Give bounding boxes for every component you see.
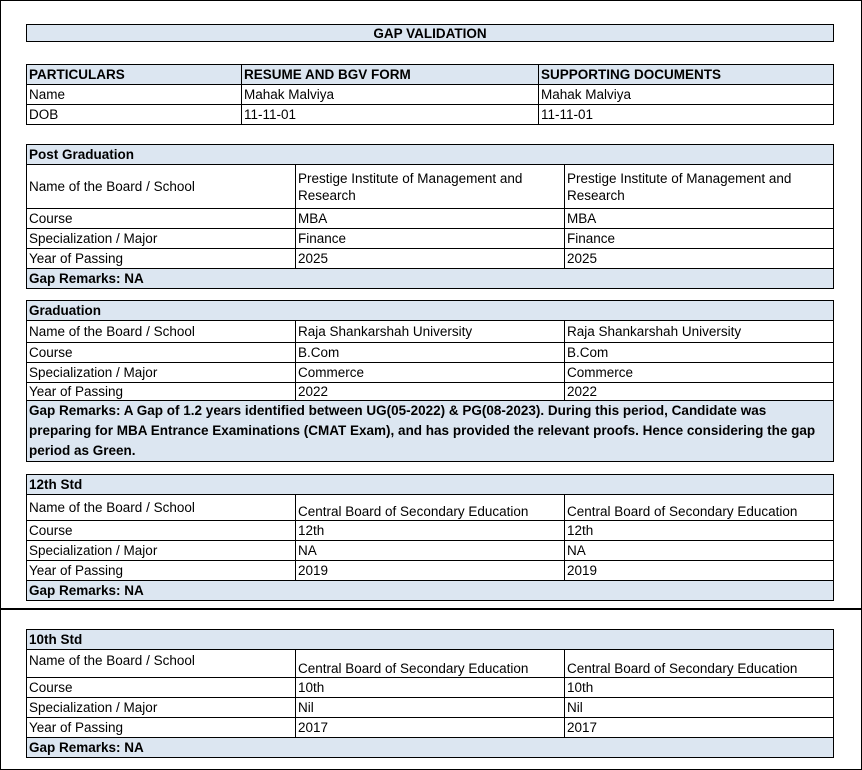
row-resume: Commerce (296, 363, 565, 383)
row-resume: 12th (296, 521, 565, 541)
row-resume: MBA (296, 209, 565, 229)
section-header-row (27, 301, 834, 321)
row-resume: 10th (296, 678, 565, 698)
row-label: DOB (27, 105, 242, 125)
table-row (27, 209, 834, 229)
row-resume: 2025 (296, 249, 565, 269)
section-table (26, 474, 834, 601)
table-row (27, 561, 834, 581)
row-resume: 2019 (296, 561, 565, 581)
table-row (27, 521, 834, 541)
table-row (27, 363, 834, 383)
page-divider (0, 608, 862, 610)
gap-remarks: Gap Remarks: NA (27, 581, 834, 601)
row-resume: Finance (296, 229, 565, 249)
row-label: Specialization / Major (27, 363, 296, 383)
row-docs: Raja Shankarshah University (565, 321, 834, 343)
row-docs: 2019 (565, 561, 834, 581)
table-row (27, 678, 834, 698)
row-label: Name of the Board / School (27, 650, 296, 678)
header-particulars: PARTICULARS (27, 65, 242, 85)
row-label: Course (27, 521, 296, 541)
row-label: Name of the Board / School (27, 321, 296, 343)
row-docs: Finance (565, 229, 834, 249)
section-post-graduation (26, 144, 834, 289)
row-docs: Prestige Institute of Management and Research (565, 165, 834, 209)
row-label: Year of Passing (27, 561, 296, 581)
row-label: Specialization / Major (27, 541, 296, 561)
table-row (27, 105, 834, 125)
row-resume: Central Board of Secondary Education (296, 650, 565, 678)
row-docs: Nil (565, 698, 834, 718)
section-header-row (27, 630, 834, 650)
row-resume: Central Board of Secondary Education (296, 495, 565, 521)
table-row (27, 229, 834, 249)
section-title: 12th Std (27, 475, 834, 495)
row-label: Course (27, 343, 296, 363)
section-10th-std (26, 629, 834, 758)
gap-remarks: Gap Remarks: NA (27, 269, 834, 289)
row-docs: Central Board of Secondary Education (565, 650, 834, 678)
table-row (27, 650, 834, 678)
remarks-row (27, 401, 834, 462)
remarks-row (27, 738, 834, 758)
row-resume: B.Com (296, 343, 565, 363)
row-label: Year of Passing (27, 249, 296, 269)
row-label: Name (27, 85, 242, 105)
table-row (27, 165, 834, 209)
section-title: 10th Std (27, 630, 834, 650)
row-label: Course (27, 678, 296, 698)
table-row (27, 85, 834, 105)
remarks-row (27, 269, 834, 289)
section-table (26, 629, 834, 758)
row-resume: 11-11-01 (242, 105, 539, 125)
section-title: Post Graduation (27, 145, 834, 165)
row-label: Year of Passing (27, 383, 296, 401)
row-label: Specialization / Major (27, 229, 296, 249)
gap-remarks: Gap Remarks: A Gap of 1.2 years identified between UG(05-2022) & PG(08-2023). During this period, Candidate was preparing for MBA Entrance Examinations (CMAT Exam), and has provided the relevant proofs. Hence considering the gap period as Green. (27, 401, 834, 462)
remarks-row (27, 581, 834, 601)
header-row (27, 65, 834, 85)
row-resume: Prestige Institute of Management and Research (296, 165, 565, 209)
row-docs: 2025 (565, 249, 834, 269)
row-docs: NA (565, 541, 834, 561)
row-docs: 10th (565, 678, 834, 698)
table-row (27, 718, 834, 738)
row-docs: MBA (565, 209, 834, 229)
header-docs: SUPPORTING DOCUMENTS (539, 65, 834, 85)
row-docs: 2022 (565, 383, 834, 401)
row-label: Course (27, 209, 296, 229)
section-table (26, 144, 834, 289)
header-resume: RESUME AND BGV FORM (242, 65, 539, 85)
table-row (27, 495, 834, 521)
table-row (27, 343, 834, 363)
particulars-table (26, 64, 834, 125)
table-row (27, 698, 834, 718)
row-resume: Mahak Malviya (242, 85, 539, 105)
row-label: Name of the Board / School (27, 495, 296, 521)
row-resume: Nil (296, 698, 565, 718)
section-header-row (27, 475, 834, 495)
gap-remarks: Gap Remarks: NA (27, 738, 834, 758)
row-label: Specialization / Major (27, 698, 296, 718)
row-docs: Commerce (565, 363, 834, 383)
section-title: Graduation (27, 301, 834, 321)
page-title: GAP VALIDATION (26, 24, 834, 42)
row-docs: Mahak Malviya (539, 85, 834, 105)
row-docs: 12th (565, 521, 834, 541)
row-label: Year of Passing (27, 718, 296, 738)
row-docs: 2017 (565, 718, 834, 738)
section-header-row (27, 145, 834, 165)
row-resume: Raja Shankarshah University (296, 321, 565, 343)
row-resume: 2022 (296, 383, 565, 401)
table-row (27, 383, 834, 401)
section-12th-std (26, 474, 834, 601)
row-docs: Central Board of Secondary Education (565, 495, 834, 521)
row-docs: B.Com (565, 343, 834, 363)
row-label: Name of the Board / School (27, 165, 296, 209)
row-docs: 11-11-01 (539, 105, 834, 125)
row-resume: 2017 (296, 718, 565, 738)
section-graduation (26, 300, 834, 462)
section-table (26, 300, 834, 462)
table-row (27, 249, 834, 269)
particulars-block (26, 64, 834, 125)
row-resume: NA (296, 541, 565, 561)
table-row (27, 541, 834, 561)
table-row (27, 321, 834, 343)
